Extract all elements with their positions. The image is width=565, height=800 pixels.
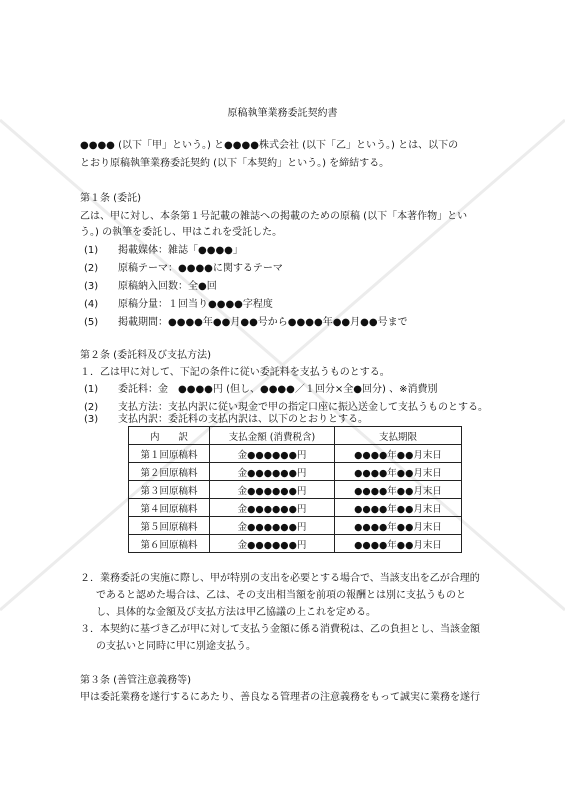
table-cell: 第３回原稿料 bbox=[129, 481, 210, 499]
table-cell: 第５回原稿料 bbox=[129, 517, 210, 535]
document-title: 原稿執筆業務委託契約書 bbox=[227, 108, 338, 119]
item-text: 原稿分量：１回当り●●●●字程度 bbox=[118, 299, 273, 310]
intro-line: ●●●● (以下「甲」という。) と●●●●株式会社 (以下「乙」という。) とは、以下の bbox=[80, 140, 459, 151]
item-number: (3) bbox=[84, 414, 99, 425]
table-cell: 第２回原稿料 bbox=[129, 463, 210, 481]
item-text: 掲載媒体：雑誌「●●●●」 bbox=[118, 245, 243, 256]
item-text: 委託料：金 ●●●●円 (但し、●●●●／１回分×全●回分) 、※消費別 bbox=[118, 384, 438, 395]
table-cell: 金●●●●●●円 bbox=[210, 481, 335, 499]
item-text: 掲載期間：●●●●年●●月●●号から●●●●年●●月●●号まで bbox=[118, 317, 408, 328]
article-1-body: う。) の執筆を委託し、甲はこれを受託した。 bbox=[80, 227, 283, 238]
table-cell: 第１回原稿料 bbox=[129, 445, 210, 463]
table-cell: 第６回原稿料 bbox=[129, 535, 210, 553]
table-cell: 金●●●●●●円 bbox=[210, 535, 335, 553]
item-number: (2) bbox=[84, 402, 99, 413]
table-cell: ●●●●年●●月末日 bbox=[335, 517, 462, 535]
item-number: (1) bbox=[84, 245, 99, 256]
table-row bbox=[129, 499, 462, 517]
article-2-paragraph-3: ３．本契約に基づき乙が甲に対して支払う金額に係る消費税は、乙の負担とし、当該金額 bbox=[80, 624, 480, 635]
item-number: (2) bbox=[84, 263, 99, 274]
item-text: 原稿テーマ：●●●●に関するテーマ bbox=[118, 263, 283, 274]
table-row bbox=[129, 481, 462, 499]
table-header-row bbox=[129, 427, 462, 445]
item-number: (3) bbox=[84, 281, 99, 292]
column-header: 内 訳 bbox=[129, 427, 210, 445]
article-3-heading: 第３条 (善管注意義務等) bbox=[80, 675, 191, 686]
table-cell: ●●●●年●●月末日 bbox=[335, 535, 462, 553]
intro-line: とおり原稿執筆業務委託契約 (以下「本契約」という。) を締結する。 bbox=[80, 158, 390, 169]
article-2-paragraph-2: し、具体的な金額及び支払方法は甲乙協議の上これを定める。 bbox=[96, 607, 376, 618]
article-2-paragraph-1: １．乙は甲に対して、下記の条件に従い委託料を支払うものとする。 bbox=[80, 367, 390, 378]
item-text: 支払方法：支払内訳に従い現金で甲の指定口座に振込送金して支払うものとする。 bbox=[118, 402, 488, 413]
article-2-paragraph-2: であると認めた場合は、乙は、その支出相当額を前項の報酬とは別に支払うものと bbox=[96, 590, 466, 601]
item-text: 支払内訳：委託料の支払内訳は、以下のとおりとする。 bbox=[118, 414, 368, 425]
table-cell: ●●●●年●●月末日 bbox=[335, 445, 462, 463]
article-1-heading: 第１条 (委託) bbox=[80, 193, 141, 204]
table-cell: 金●●●●●●円 bbox=[210, 463, 335, 481]
table-row bbox=[129, 445, 462, 463]
table-row bbox=[129, 463, 462, 481]
item-text: 原稿納入回数：全●回 bbox=[118, 281, 217, 292]
item-number: (4) bbox=[84, 299, 99, 310]
article-1-body: 乙は、甲に対し、本条第１号記載の雑誌への掲載のための原稿 (以下「本著作物」とい bbox=[80, 211, 468, 222]
column-header: 支払期限 bbox=[335, 427, 462, 445]
article-2-paragraph-3: の支払いと同時に甲に別途支払う。 bbox=[96, 641, 256, 652]
table-cell: ●●●●年●●月末日 bbox=[335, 463, 462, 481]
table-row bbox=[129, 535, 462, 553]
table-cell: 金●●●●●●円 bbox=[210, 517, 335, 535]
column-header: 支払金額 (消費税含) bbox=[210, 427, 335, 445]
table-row bbox=[129, 517, 462, 535]
table-cell: 金●●●●●●円 bbox=[210, 499, 335, 517]
article-3-body: 甲は委託業務を遂行するにあたり、善良なる管理者の注意義務をもって誠実に業務を遂行 bbox=[80, 692, 480, 703]
table-cell: ●●●●年●●月末日 bbox=[335, 499, 462, 517]
table-cell: ●●●●年●●月末日 bbox=[335, 481, 462, 499]
item-number: (5) bbox=[84, 317, 99, 328]
article-2-heading: 第２条 (委託料及び支払方法) bbox=[80, 350, 211, 361]
item-number: (1) bbox=[84, 384, 99, 395]
table-cell: 第４回原稿料 bbox=[129, 499, 210, 517]
payment-breakdown-table bbox=[128, 426, 462, 553]
table-cell: 金●●●●●●円 bbox=[210, 445, 335, 463]
article-2-paragraph-2: ２．業務委託の実施に際し、甲が特別の支出を必要とする場合で、当該支出を乙が合理的 bbox=[80, 573, 480, 584]
